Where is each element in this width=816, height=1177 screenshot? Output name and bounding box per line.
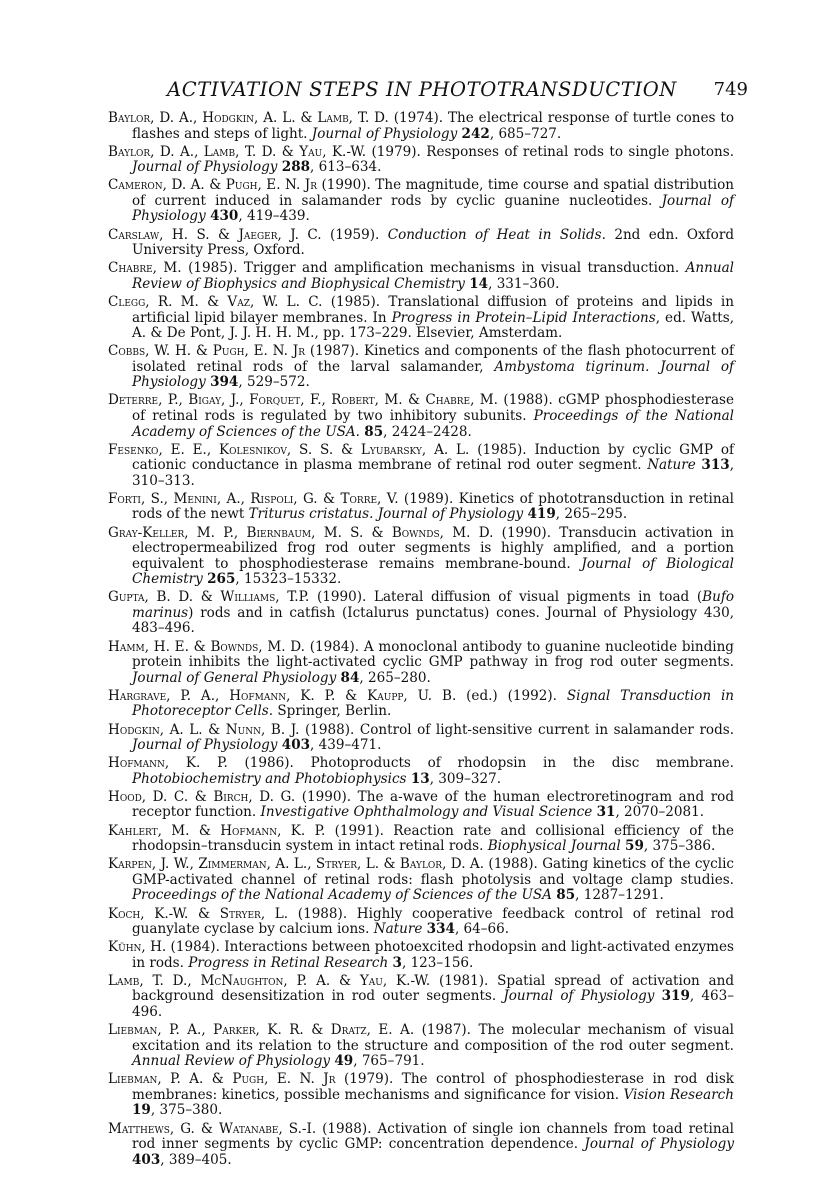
reference-text: (1979). The control of phosphodiesterase in rod disk membranes: kinetics, possible mechanisms and significance for vision. bbox=[132, 1071, 734, 1103]
reference-authors: Hodgkin, A. L. & Nunn, B. J. bbox=[108, 721, 300, 738]
reference-journal: Proceedings of the National Academy of Sciences of the USA bbox=[132, 887, 552, 904]
reference-text: (1986). Photoproducts of rhodopsin in the disc membrane. bbox=[227, 755, 734, 772]
reference-entry bbox=[108, 1072, 734, 1119]
running-title: ACTIVATION STEPS IN PHOTOTRANSDUCTION bbox=[167, 78, 677, 101]
reference-entry bbox=[108, 526, 734, 588]
reference-entry bbox=[108, 907, 734, 938]
reference-entry bbox=[108, 1122, 734, 1169]
reference-journal: Annual Review of Biophysics and Biophysical Chemistry bbox=[132, 260, 735, 292]
reference-pages: , 64–66. bbox=[454, 921, 510, 938]
reference-volume: 13 bbox=[410, 770, 430, 787]
reference-authors: Hofmann, K. P. bbox=[108, 755, 228, 772]
reference-authors: Forti, S., Menini, A., Rispoli, G. & Torre, V. bbox=[108, 490, 399, 507]
reference-pages: , 265–280. bbox=[359, 669, 431, 686]
reference-authors: Baylor, D. A., Lamb, T. D. & Yau, K.-W. bbox=[108, 143, 367, 160]
reference-authors: Cameron, D. A. & Pugh, E. N. Jr bbox=[108, 177, 317, 194]
reference-volume: 419 bbox=[527, 506, 556, 523]
reference-text: (1984). Interactions between photoexcited rhodopsin and light-activated enzymes in rods. bbox=[132, 939, 734, 971]
running-head bbox=[100, 78, 748, 102]
reference-text: (1987). Kinetics and components of the flash photocurrent of isolated retinal rods of the larval salamander, bbox=[132, 343, 734, 375]
reference-volume: 288 bbox=[281, 159, 311, 176]
reference-entry bbox=[108, 178, 734, 225]
reference-authors: Deterre, P., Bigay, J., Forquet, F., Robert, M. & Chabre, M. bbox=[108, 392, 498, 409]
reference-entry bbox=[108, 443, 734, 490]
reference-journal: Journal of Physiology bbox=[584, 1136, 735, 1153]
reference-text: (1959). bbox=[321, 226, 388, 243]
reference-text: (1990). Lateral diffusion of visual pigments in toad ( bbox=[309, 589, 703, 606]
reference-authors: Gray-Keller, M. P., Biernbaum, M. S. & Bownds, M. D. bbox=[108, 524, 494, 541]
reference-text: (1987). The molecular mechanism of visual excitation and its relation to the structure and composition of the rod outer segment. bbox=[132, 1022, 734, 1054]
reference-entry bbox=[108, 857, 734, 904]
reference-volume: 14 bbox=[469, 275, 489, 292]
reference-pages: , 15323–15332. bbox=[235, 571, 342, 588]
reference-entry bbox=[108, 824, 734, 855]
reference-journal: Progress in Retinal Research bbox=[188, 954, 389, 971]
reference-entry bbox=[108, 344, 734, 391]
reference-authors: Fesenko, E. E., Kolesnikov, S. S. & Lyubarsky, A. L. bbox=[108, 441, 470, 458]
reference-authors: Kahlert, M. & Hofmann, K. P. bbox=[108, 822, 326, 839]
reference-pages: , 685–727. bbox=[489, 125, 562, 142]
reference-volume: 49 bbox=[334, 1053, 354, 1070]
reference-volume: 3 bbox=[392, 954, 402, 971]
reference-journal: Biophysical Journal bbox=[487, 838, 621, 855]
reference-pages: , 331–360. bbox=[488, 275, 560, 292]
reference-volume: 19 bbox=[132, 1102, 151, 1119]
reference-text: (1990). The magnitude, time course and spatial distribution of current induced in salamander rods by cyclic guanine nucleotides. bbox=[132, 177, 735, 209]
reference-pages: , 439–471. bbox=[310, 737, 382, 754]
reference-journal: Progress in Protein–Lipid Interactions bbox=[391, 309, 656, 326]
reference-authors: Hamm, H. E. & Bownds, M. D. bbox=[108, 638, 305, 655]
reference-volume: 319 bbox=[661, 988, 690, 1005]
reference-pages: , 309–327. bbox=[429, 770, 502, 787]
reference-entry bbox=[108, 145, 734, 176]
reference-journal: Photobiochemistry and Photobiophysics bbox=[132, 770, 407, 787]
reference-journal: Journal of Physiology bbox=[132, 159, 278, 176]
reference-journal: Signal Transduction in Photoreceptor Cells bbox=[132, 687, 734, 720]
reference-pages: , 463–496. bbox=[132, 988, 734, 1020]
reference-volume: 242 bbox=[461, 125, 490, 142]
reference-pages: , 1287–1291. bbox=[575, 887, 664, 904]
reference-authors: Matthews, G. & Watanabe, S.-I. bbox=[108, 1120, 317, 1137]
reference-entry bbox=[108, 111, 734, 142]
reference-entry bbox=[108, 689, 734, 720]
reference-text: (1988). Activation of single ion channels from toad retinal rod inner segments by cyclic GMP: concentration dependence. bbox=[132, 1120, 734, 1153]
reference-entry bbox=[108, 723, 734, 754]
reference-pages: , 529–572. bbox=[238, 374, 310, 391]
reference-entry bbox=[108, 940, 734, 971]
reference-pages: , 2424–2428. bbox=[383, 423, 472, 440]
reference-entry bbox=[108, 790, 734, 821]
reference-entry bbox=[108, 228, 734, 259]
reference-volume: 265 bbox=[207, 571, 236, 588]
reference-entry bbox=[108, 590, 734, 637]
reference-list bbox=[108, 111, 734, 1171]
reference-text: (1988). Gating kinetics of the cyclic GMP-activated channel of retinal rods: flash photolysis and voltage clamp studies. bbox=[132, 856, 734, 888]
reference-text: (1985). Trigger and amplification mechanisms in visual transduction. bbox=[181, 260, 686, 277]
reference-volume: 85 bbox=[556, 887, 576, 904]
reference-text: (1991). Reaction rate and collisional efficiency of the rhodopsin–transducin system in intact retinal rods. bbox=[132, 822, 734, 855]
reference-pages: . 2nd edn. Oxford University Press, Oxford. bbox=[132, 226, 734, 259]
reference-volume: 84 bbox=[340, 669, 360, 686]
reference-journal: Proceedings of the National Academy of Sciences of the USA. bbox=[132, 408, 734, 440]
reference-entry bbox=[108, 974, 734, 1021]
reference-authors: Liebman, P. A. & Pugh, E. N. Jr bbox=[108, 1071, 336, 1088]
reference-pages: , 765–791. bbox=[353, 1053, 425, 1070]
reference-space bbox=[654, 988, 661, 1004]
reference-text: (1989). Kinetics of phototransduction in retinal rods of the newt bbox=[132, 490, 735, 523]
reference-authors: Koch, K.-W. & Stryer, L. bbox=[108, 905, 289, 922]
reference-authors: Clegg, R. M. & Vaz, W. L. C. bbox=[108, 293, 323, 310]
reference-authors: Hood, D. C. & Birch, D. G. bbox=[108, 788, 296, 805]
reference-text: (1985). Induction by cyclic GMP of cationic conductance in plasma membrane of retinal rod outer segment. bbox=[132, 441, 735, 474]
reference-entry bbox=[108, 1023, 734, 1070]
reference-journal: Nature bbox=[373, 921, 423, 938]
reference-authors: Kühn, H. bbox=[108, 939, 167, 956]
reference-journal: Journal of Physiology bbox=[311, 125, 458, 142]
reference-authors: Hargrave, P. A., Hofmann, K. P. & Kaupp, U. B. bbox=[108, 687, 457, 704]
reference-volume: 313 bbox=[701, 457, 730, 474]
reference-text: (1990). The a-wave of the human electroretinogram and rod receptor function. bbox=[132, 788, 734, 821]
reference-pages: , 310–313. bbox=[132, 457, 735, 489]
reference-journal: Journal of Physiology bbox=[132, 737, 278, 754]
reference-authors: Gupta, B. D. & Williams, T.P. bbox=[108, 589, 310, 606]
reference-authors: Karpen, J. W., Zimmerman, A. L., Stryer, L. & Baylor, D. A. bbox=[108, 856, 485, 873]
reference-volume: 334 bbox=[426, 921, 455, 938]
reference-journal: Journal of Physiology bbox=[503, 988, 655, 1005]
reference-volume: 430 bbox=[210, 208, 239, 225]
reference-journal: Nature bbox=[647, 457, 696, 474]
reference-volume: 403 bbox=[281, 737, 311, 754]
reference-pages: , 419–439. bbox=[238, 208, 310, 225]
reference-text: (1981). Spatial spread of activation and background desensitization in rod outer segments. bbox=[132, 972, 735, 1005]
page-number: 749 bbox=[713, 79, 748, 100]
reference-text: (1990). Transducin activation in electropermeabilized frog rod outer segments is highly amplified, and a portion equivalent to phosphodiesterase remains membrane-bound. bbox=[132, 524, 734, 572]
reference-journal: Triturus cristatus. Journal of Physiology bbox=[248, 506, 524, 523]
reference-journal: Investigative Ophthalmology and Visual Science bbox=[260, 804, 593, 821]
reference-text: (1974). The electrical response of turtle cones to flashes and steps of light. bbox=[132, 110, 734, 142]
reference-journal: Bufo marinus bbox=[132, 589, 734, 621]
reference-entry bbox=[108, 393, 734, 440]
reference-authors: Chabre, M. bbox=[108, 260, 182, 277]
reference-journal: Ambystoma tigrinum. Journal of Physiology bbox=[132, 358, 735, 391]
reference-pages: , 375–380. bbox=[150, 1102, 223, 1119]
reference-authors: Baylor, D. A., Hodgkin, A. L. & Lamb, T. D. bbox=[108, 110, 389, 126]
reference-pages: , 389–405. bbox=[160, 1151, 232, 1168]
reference-authors: Carslaw, H. S. & Jaeger, J. C. bbox=[108, 226, 322, 243]
reference-authors: Cobbs, W. H. & Pugh, E. N. Jr bbox=[108, 343, 306, 360]
reference-journal: Conduction of Heat in Solids bbox=[387, 226, 602, 243]
reference-text: (1985). Translational diffusion of proteins and lipids in artificial lipid bilayer membranes. In bbox=[132, 293, 734, 326]
reference-pages: . Springer, Berlin. bbox=[268, 703, 392, 720]
reference-text: (1988). Control of light-sensitive current in salamander rods. bbox=[299, 721, 735, 738]
reference-volume: 85 bbox=[364, 423, 384, 440]
reference-pages: , 613–634. bbox=[310, 159, 382, 176]
reference-entry bbox=[108, 295, 734, 342]
reference-entry bbox=[108, 261, 734, 292]
reference-pages: ) rods and in catfish (Ictalurus punctatus) cones. Journal of Physiology 430, 483–496. bbox=[132, 604, 734, 637]
reference-journal: Journal of Physiology bbox=[132, 192, 734, 225]
reference-volume: 403 bbox=[132, 1151, 161, 1168]
reference-text: (1988). cGMP phosphodiesterase of retinal rods is regulated by two inhibitory subunits. bbox=[132, 392, 734, 424]
reference-volume: 394 bbox=[210, 374, 239, 391]
reference-text: (1979). Responses of retinal rods to single photons. bbox=[366, 143, 734, 160]
reference-pages: , 123–156. bbox=[401, 954, 474, 971]
reference-text: (1984). A monoclonal antibody to guanine nucleotide binding protein inhibits the light-activated cyclic GMP pathway in frog rod outer segments. bbox=[132, 638, 734, 671]
reference-volume: 31 bbox=[596, 804, 616, 821]
reference-entry bbox=[108, 756, 734, 787]
reference-text: (ed.) (1992). bbox=[456, 687, 567, 704]
reference-authors: Lamb, T. D., McNaughton, P. A. & Yau, K.-W. bbox=[108, 972, 431, 989]
reference-authors: Liebman, P. A., Parker, K. R. & Dratz, E. A. bbox=[108, 1022, 415, 1039]
reference-journal: Vision Research bbox=[623, 1086, 734, 1103]
reference-entry bbox=[108, 492, 734, 523]
reference-pages: , 375–386. bbox=[643, 838, 716, 855]
reference-text: (1988). Highly cooperative feedback control of retinal rod guanylate cyclase by calcium ions. bbox=[132, 905, 734, 938]
reference-journal: Journal of General Physiology bbox=[132, 669, 337, 686]
reference-pages: , 265–295. bbox=[555, 506, 628, 523]
reference-volume: 59 bbox=[625, 838, 644, 855]
reference-journal: Annual Review of Physiology bbox=[132, 1053, 331, 1070]
reference-pages: , ed. Watts, A. & De Pont, J. J. H. H. M., pp. 173–229. Elsevier, Amsterdam. bbox=[132, 309, 735, 342]
reference-entry bbox=[108, 640, 734, 687]
reference-journal: Journal of Biological Chemistry bbox=[132, 555, 734, 588]
reference-pages: , 2070–2081. bbox=[615, 804, 705, 821]
